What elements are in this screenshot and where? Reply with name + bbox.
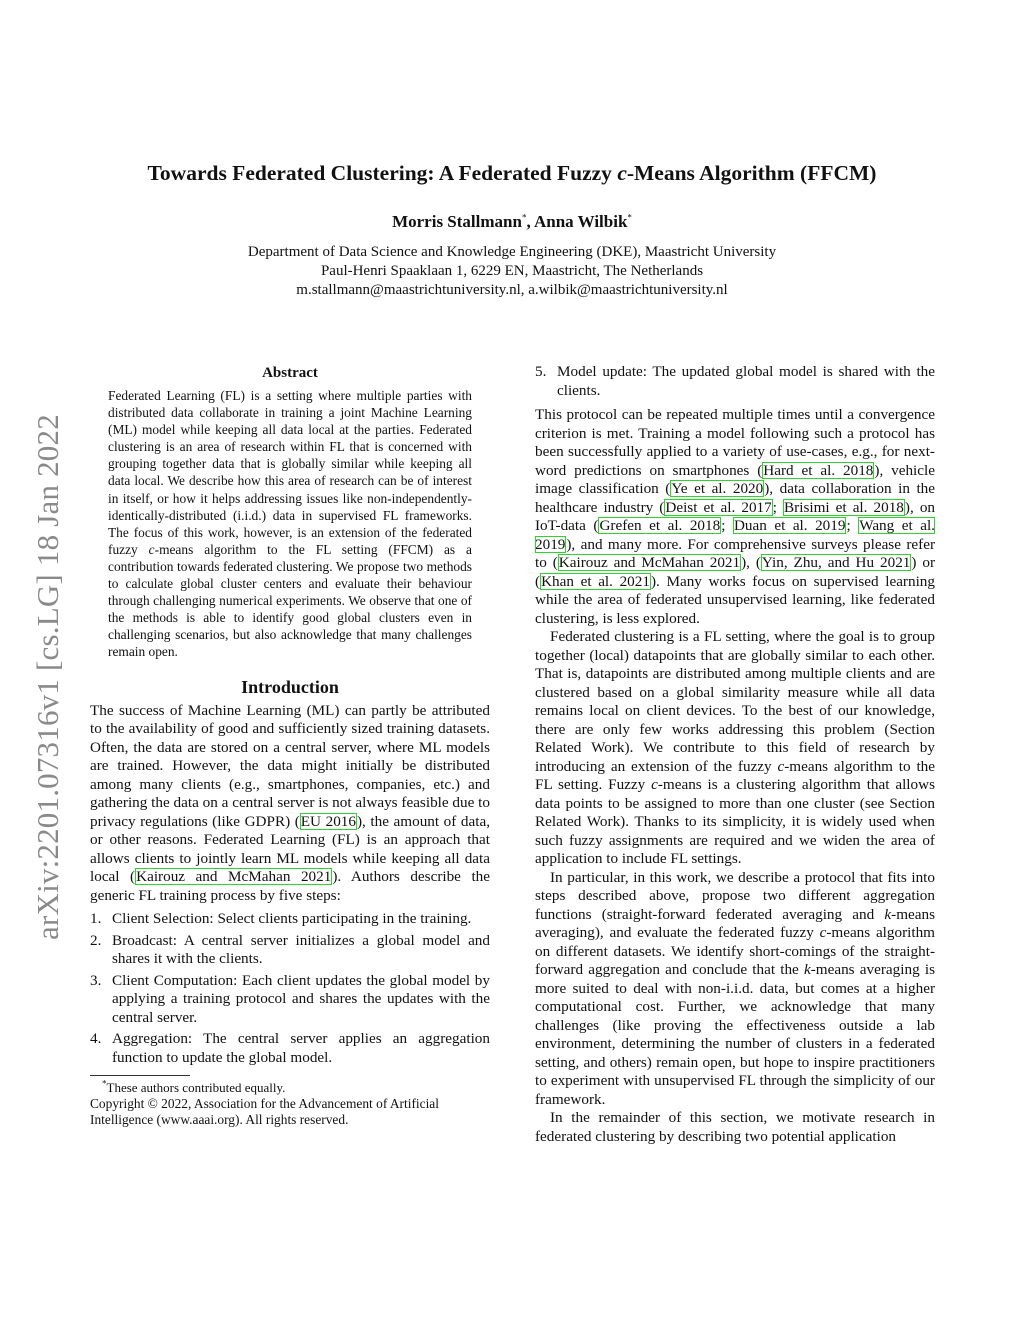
protocol-paragraph: This protocol can be repeated multiple times until a convergence criterion is met. Training a model following such a protocol has been successfully applied to a variety of use-cases, e.g., for next-word predictions on smartphones (Hard et al. 2018), vehicle image classification (Ye et al. 2020), data collaboration in the healthcare industry (Deist et al. 2017; Brisimi et al. 2018), on IoT-data (Grefen et al. 2018; Duan et al. 2019; Wang et al. 2019), and many more. For comprehensive surveys please refer to (Kairouz and McMahan 2021), (Yin, Zhu, and Hu 2021) or (Khan et al. 2021). Many works focus on supervised learning while the area of federated unsupervised learning, like federated clustering, is less explored. xyxy=(535,406,936,627)
abstract-body: Federated Learning (FL) is a setting where multiple parties with distributed data collaborate in training a joint Machine Learning (ML) model while keeping all data local at the parties. Federated clustering is an area of research within FL that is concerned with grouping together data that is globally similar while keeping all data local. We describe how this area of research can be of interest in itself, or how it helps addressing issues like non-independently-identically-distributed (i.i.d.) data in supervised FL frameworks. The focus of this work, however, is an extension of the federated fuzzy c-means algorithm to the FL setting (FFCM) as a contribution towards federated clustering. We propose two methods to calculate global cluster centers and evaluate their behaviour through challenging numerical experiments. We observe that one of the methods is able to identify good global clusters even in challenging scenarios, but also acknowledge that many challenges remain open. xyxy=(108,388,472,660)
list-item: 2. Broadcast: A central server initializes a global model and shares it with the clients. xyxy=(90,931,490,967)
footnote-divider xyxy=(90,1075,190,1076)
title-variable-c: c xyxy=(617,161,627,185)
author-stallmann: Morris Stallmann xyxy=(392,212,522,231)
author-list: Morris Stallmann*, Anna Wilbik* xyxy=(392,212,632,231)
list-item: 5. Model update: The updated global model is shared with the clients. xyxy=(535,363,935,399)
right-column xyxy=(535,363,935,1146)
contribution-paragraph: In particular, in this work, we describe a protocol that fits into steps described above, propose two different aggregation functions (straight-forward federated averaging and k-means averaging), and evaluate the federated fuzzy c-means algorithm on different datasets. We identify short-comings of the straight-forward aggregation and conclude that the k-means averaging is more suited to deal with non-i.i.d. data, but comes at a higher computational cost. Further, we acknowledge that many challenges (like proving the effectiveness outside a lab environment, determining the number of clusters in a federated setting, and others) remain open, but hope to inspire practitioners to experiment with unsupervised FL through the simplicity of our framework. xyxy=(535,868,935,1108)
left-column xyxy=(90,363,490,1129)
author-wilbik: Anna Wilbik xyxy=(534,212,628,231)
abstract-heading: Abstract xyxy=(262,365,318,381)
list-item: 3. Client Computation: Each client updates the global model by applying a training protocol and shares the updates with the central server. xyxy=(90,971,490,1026)
footnote-equal-contribution: *These authors contributed equally. xyxy=(102,1078,286,1095)
introduction-heading: Introduction xyxy=(241,676,339,697)
list-item: 1. Client Selection: Select clients participating in the training. xyxy=(90,910,472,927)
citation-link[interactable]: Deist et al. 2017 xyxy=(665,498,772,516)
copyright-notice: Copyright © 2022, Association for the Advancement of Artificial Intelligence (www.aaai.org). All rights reserved. xyxy=(90,1096,439,1128)
affiliation-department: Department of Data Science and Knowledge Engineering (DKE), Maastricht University xyxy=(247,244,777,260)
remainder-paragraph: In the remainder of this section, we motivate research in federated clustering by describing two potential application xyxy=(535,1109,935,1145)
intro-paragraph: The success of Machine Learning (ML) can partly be attributed to the availability of good and sufficiently sized training datasets. Often, the data are stored on a central server, where ML models are trained. However, the data might initially be distributed among many clients (e.g., smartphones, companies, etc.) and gathering the data on a central server is not always feasible due to privacy regulations (like GDPR) (EU 2016), the amount of data, or other reasons. Federated Learning (FL) is an approach that allows clients to jointly learn ML models while keeping all data local (Kairouz and McMahan 2021). Authors describe the generic FL training process by five steps: xyxy=(90,701,491,904)
affiliation-block xyxy=(60,243,964,300)
citation-link[interactable]: Brisimi et al. 2018 xyxy=(784,498,904,516)
paper-title: Towards Federated Clustering: A Federated Fuzzy c-Means Algorithm (FFCM) xyxy=(147,161,877,185)
citation-link[interactable]: Hard et al. 2018 xyxy=(763,461,874,479)
fl-steps-list-continued xyxy=(535,363,935,400)
affiliation-emails: m.stallmann@maastrichtuniversity.nl, a.wilbik@maastrichtuniversity.nl xyxy=(296,282,728,298)
citation-link[interactable]: Kairouz and McMahan 2021 xyxy=(558,554,741,571)
citation-link[interactable]: Khan et al. 2021 xyxy=(541,572,650,590)
citation-link[interactable]: Ye et al. 2020 xyxy=(671,480,764,497)
citation-link[interactable]: Grefen et al. 2018 xyxy=(599,517,721,534)
federated-clustering-paragraph: Federated clustering is a FL setting, where the goal is to group together (local) datapoints that are globally similar to each other. That is, datapoints are distributed among multiple clients and are clustered based on a global similarity measure while all data remains local on client devices. To the best of our knowledge, there are only few works addressing this problem (Section Related Work). We contribute to this field of research by introducing an extension of the fuzzy c-means algorithm to the FL setting. Fuzzy c-means is a clustering algorithm that allows data points to be assigned to more than one cluster (see Section Related Work). Thanks to its simplicity, it is widely used when such fuzzy assignments are required and we widen the area of application to include FL settings. xyxy=(535,628,936,867)
citation-link[interactable]: Duan et al. 2019 xyxy=(733,517,846,534)
fl-steps-list xyxy=(90,910,490,1067)
arxiv-watermark: arXiv:2201.07316v1 [cs.LG] 18 Jan 2022 xyxy=(30,414,65,940)
affiliation-address: Paul-Henri Spaaklaan 1, 6229 EN, Maastricht, The Netherlands xyxy=(320,263,704,279)
list-item: 4. Aggregation: The central server applies an aggregation function to update the global model. xyxy=(90,1030,490,1066)
citation-link[interactable]: Yin, Zhu, and Hu 2021 xyxy=(761,554,911,571)
citation-link[interactable]: Kairouz and McMahan 2021 xyxy=(136,868,332,885)
citation-link[interactable]: EU 2016 xyxy=(300,812,356,830)
citation-link[interactable]: Wang et al. 2019 xyxy=(535,517,935,553)
